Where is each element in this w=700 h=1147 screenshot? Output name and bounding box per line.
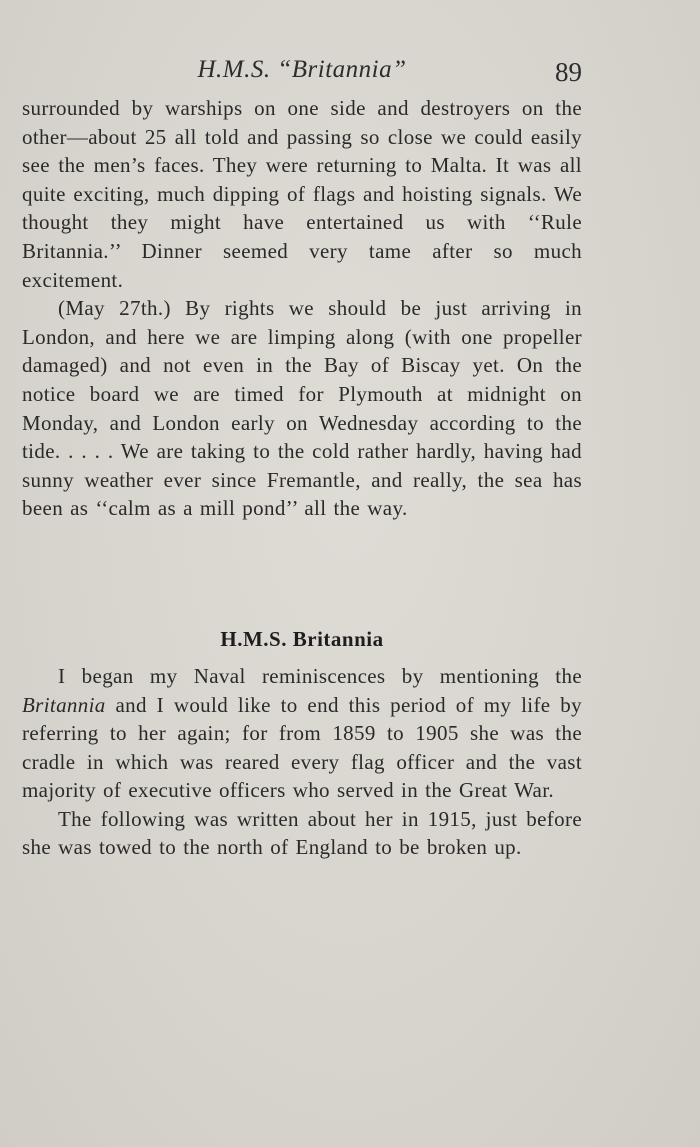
paragraph-may-27: (May 27th.) By rights we should be just arriving in London, and here we are limping along (with one propeller damaged) and not even in the Bay of Biscay yet. On the notice board we are timed for Plymouth at midnight on Monday, and London early on Wednesday according to the tide. . . . . We are taking to the cold rather hardly, having had sunny weather ever since Fremantle, and really, the sea has been as ‘‘calm as a mill pond’’ all the way. bbox=[22, 296, 582, 521]
running-title: H.M.S. “Britannia” bbox=[197, 56, 407, 83]
text-segment: and I would like to end this period of my life by referring to her again; for from 1859 to 1905 she was the cradle in which was reared every flag officer and the vast majority of executive officers who served in the Great War. bbox=[22, 692, 582, 803]
continuation-text bbox=[22, 94, 582, 523]
book-page bbox=[22, 50, 582, 862]
section-heading: H.M.S. Britannia bbox=[220, 626, 384, 651]
ship-name-italic: Britannia bbox=[22, 692, 106, 717]
paragraph-continued: surrounded by warships on one side and destroyers on the other—about 25 all told and passing so close we could easily see the men’s faces. They were returning to Malta. It was all quite exciting, much dipping of flags and hoisting signals. We thought they might have entertained us with ‘‘Rule Britannia.’’ Dinner seemed very tame after so much excitement. bbox=[22, 96, 582, 292]
section-text bbox=[22, 662, 582, 862]
paragraph-reminiscences bbox=[22, 662, 582, 805]
running-head bbox=[22, 50, 582, 94]
paragraph-following: The following was written about her in 1915, just before she was towed to the north of England to be broken up. bbox=[22, 806, 582, 860]
text-segment: I began my Naval reminiscences by mentioning the bbox=[58, 663, 582, 688]
page-number: 89 bbox=[555, 57, 582, 87]
